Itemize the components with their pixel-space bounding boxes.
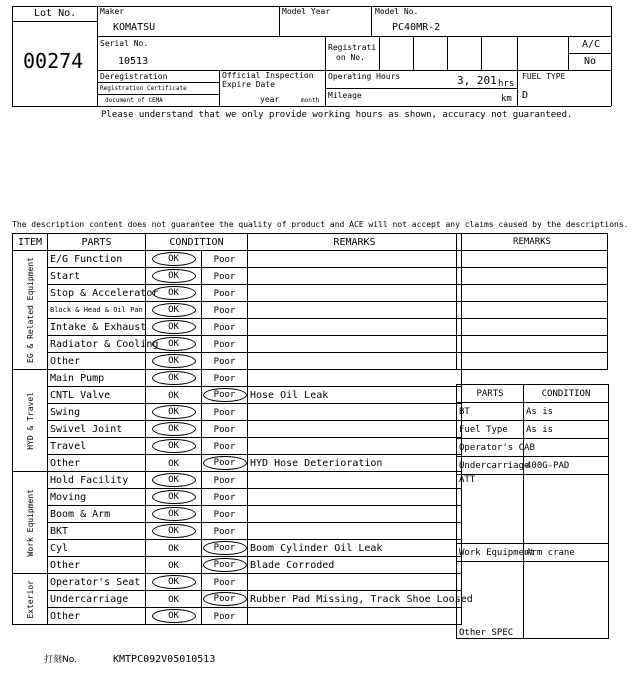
side-remark-cell (457, 251, 608, 268)
ok-option: OK (168, 458, 179, 469)
poor-option: Poor (213, 577, 236, 588)
condition-row (13, 523, 462, 540)
condition-row (13, 472, 462, 489)
poor-option: Poor (213, 407, 236, 418)
hours-note: Please understand that we only provide working hours as shown, accuracy not guaranteed. (101, 110, 573, 120)
part-name: Other (48, 608, 146, 625)
hrs-label: hrs (498, 79, 515, 89)
parts-column-header: PARTS (48, 234, 146, 251)
poor-cell (202, 591, 248, 608)
fuel-type-value: D (522, 90, 529, 101)
item-group-label: Exterior (25, 579, 35, 619)
registration-cert-label: Registration Certificate (100, 85, 187, 92)
poor-cell (202, 302, 248, 319)
ok-cell (146, 404, 202, 421)
item-group (13, 574, 48, 625)
model-no-label: Model No. (375, 7, 419, 16)
registration-label-2: on No. (336, 53, 365, 62)
part-name: Other (48, 557, 146, 574)
spec-row (457, 439, 609, 457)
spec-row (457, 562, 609, 639)
remark-cell (248, 268, 462, 285)
deregistration-label: Deregistration (100, 72, 168, 81)
remark-cell (248, 285, 462, 302)
ok-selected-mark: OK (152, 524, 196, 538)
model-year-label: Model Year (282, 7, 331, 16)
part-name: Swivel Joint (48, 421, 146, 438)
poor-option: Poor (213, 492, 236, 503)
maker-value: KOMATSU (113, 22, 156, 33)
ac-value: No (584, 56, 597, 67)
condition-row (13, 370, 462, 387)
side-remarks-table (456, 233, 608, 370)
poor-option: Poor (213, 441, 236, 452)
poor-cell (202, 404, 248, 421)
remark-cell (248, 506, 462, 523)
poor-selected-mark: Poor (203, 592, 247, 606)
poor-option: Poor (213, 339, 236, 350)
remark-cell (248, 472, 462, 489)
part-name: Block & Head & Oil Pan (48, 302, 146, 319)
ok-selected-mark: OK (152, 337, 196, 351)
ok-cell (146, 251, 202, 268)
condition-row (13, 574, 462, 591)
condition-column-header: CONDITION (146, 234, 248, 251)
part-name: Hold Facility (48, 472, 146, 489)
spec-part: Other SPEC (457, 562, 524, 639)
ok-option: OK (168, 390, 179, 401)
spec-part: ATT (457, 475, 524, 544)
poor-cell (202, 608, 248, 625)
part-name: Start (48, 268, 146, 285)
maker-label: Maker (100, 7, 125, 16)
part-name: Intake & Exhaust (48, 319, 146, 336)
part-name: E/G Function (48, 251, 146, 268)
side-remarks-header: REMARKS (457, 234, 608, 251)
cema-label: document of CEMA (105, 97, 163, 104)
remark-cell (248, 574, 462, 591)
condition-row (13, 336, 462, 353)
remarks-column-header: REMARKS (248, 234, 462, 251)
operating-hours-value: 3, 201 (457, 74, 497, 87)
side-remark-cell (457, 268, 608, 285)
condition-table-header (13, 234, 462, 251)
ok-selected-mark: OK (152, 422, 196, 436)
operating-hours-label: Operating Hours (328, 72, 401, 81)
spec-row (457, 457, 609, 475)
poor-selected-mark: Poor (203, 388, 247, 402)
ok-cell (146, 387, 202, 404)
poor-cell (202, 421, 248, 438)
item-group (13, 370, 48, 472)
lot-label: Lot No. (34, 8, 77, 19)
ok-selected-mark: OK (152, 405, 196, 419)
km-label: km (501, 94, 512, 104)
ac-label: A/C (582, 39, 601, 50)
poor-option: Poor (213, 424, 236, 435)
stamp-value: KMTPC092V05010513 (113, 654, 216, 665)
poor-option: Poor (213, 288, 236, 299)
poor-cell (202, 336, 248, 353)
poor-option: Poor (213, 305, 236, 316)
condition-row (13, 353, 462, 370)
item-group (13, 251, 48, 370)
poor-cell (202, 319, 248, 336)
poor-selected-mark: Poor (203, 558, 247, 572)
poor-selected-mark: Poor (203, 456, 247, 470)
month-label: month (301, 97, 320, 104)
ok-selected-mark: OK (152, 269, 196, 283)
ok-cell (146, 302, 202, 319)
condition-row (13, 302, 462, 319)
ok-cell (146, 608, 202, 625)
part-name: Stop & Accelerator (48, 285, 146, 302)
ok-cell (146, 285, 202, 302)
remark-cell (248, 421, 462, 438)
spec-row (457, 544, 609, 562)
remark-cell (248, 336, 462, 353)
serial-value: 10513 (118, 56, 149, 67)
condition-row (13, 540, 462, 557)
poor-option: Poor (213, 322, 236, 333)
spec-table (456, 384, 609, 639)
ok-selected-mark: OK (152, 575, 196, 589)
ok-cell (146, 319, 202, 336)
part-name: Boom & Arm (48, 506, 146, 523)
item-group-label: Work Equipment (25, 488, 35, 557)
spec-condition: As is (524, 421, 609, 439)
ok-cell (146, 557, 202, 574)
spec-condition: Arm crane (524, 544, 609, 562)
poor-cell (202, 251, 248, 268)
ok-option: OK (168, 594, 179, 605)
serial-label: Serial No. (100, 39, 149, 48)
ok-cell (146, 370, 202, 387)
remark-cell: HYD Hose Deterioration (248, 455, 462, 472)
condition-row (13, 251, 462, 268)
poor-cell (202, 574, 248, 591)
remark-cell: Boom Cylinder Oil Leak (248, 540, 462, 557)
poor-option: Poor (213, 373, 236, 384)
spec-part: Fuel Type (457, 421, 524, 439)
condition-row (13, 421, 462, 438)
condition-row (13, 285, 462, 302)
ok-selected-mark: OK (152, 439, 196, 453)
poor-cell (202, 523, 248, 540)
poor-option: Poor (213, 526, 236, 537)
condition-row (13, 387, 462, 404)
remark-cell (248, 438, 462, 455)
remark-cell (248, 608, 462, 625)
spec-condition: As is (524, 403, 609, 421)
ok-cell (146, 489, 202, 506)
poor-cell (202, 540, 248, 557)
poor-cell (202, 489, 248, 506)
remark-cell (248, 523, 462, 540)
spec-part: Operator's CAB (457, 439, 524, 457)
part-name: Main Pump (48, 370, 146, 387)
poor-cell (202, 455, 248, 472)
poor-option: Poor (213, 611, 236, 622)
item-column-header: ITEM (13, 234, 48, 251)
spec-condition: 400G-PAD (524, 457, 609, 475)
condition-row (13, 591, 462, 608)
poor-option: Poor (213, 509, 236, 520)
year-label: year (260, 95, 280, 104)
part-name: CNTL Valve (48, 387, 146, 404)
part-name: Operator's Seat (48, 574, 146, 591)
poor-selected-mark: Poor (203, 541, 247, 555)
condition-row (13, 404, 462, 421)
remark-cell (248, 370, 462, 387)
item-group (13, 472, 48, 574)
poor-cell (202, 268, 248, 285)
ok-cell (146, 540, 202, 557)
ok-selected-mark: OK (152, 303, 196, 317)
poor-cell (202, 353, 248, 370)
ok-cell (146, 421, 202, 438)
ok-cell (146, 336, 202, 353)
model-no-value: PC40MR-2 (392, 22, 441, 33)
ok-cell (146, 472, 202, 489)
remark-cell (248, 319, 462, 336)
condition-row (13, 506, 462, 523)
ok-selected-mark: OK (152, 286, 196, 300)
poor-option: Poor (213, 254, 236, 265)
part-name: Other (48, 455, 146, 472)
registration-label-1: Registrati (328, 43, 377, 52)
part-name: Travel (48, 438, 146, 455)
side-remark-cell (457, 285, 608, 302)
side-remark-cell (457, 302, 608, 319)
spec-condition (524, 475, 609, 544)
poor-cell (202, 557, 248, 574)
condition-row (13, 268, 462, 285)
stamp-label: 打刻No. (44, 655, 77, 665)
ok-selected-mark: OK (152, 507, 196, 521)
poor-option: Poor (213, 475, 236, 486)
spec-part: Work Equipment (457, 544, 524, 562)
ok-cell (146, 455, 202, 472)
ok-selected-mark: OK (152, 609, 196, 623)
ok-selected-mark: OK (152, 320, 196, 334)
part-name: Moving (48, 489, 146, 506)
poor-cell (202, 472, 248, 489)
part-name: Other (48, 353, 146, 370)
poor-cell (202, 506, 248, 523)
spec-parts-header: PARTS (457, 385, 524, 403)
side-remark-cell (457, 353, 608, 370)
condition-row (13, 438, 462, 455)
ok-cell (146, 574, 202, 591)
part-name: Radiator & Cooling (48, 336, 146, 353)
part-name: Cyl (48, 540, 146, 557)
part-name: Swing (48, 404, 146, 421)
poor-cell (202, 387, 248, 404)
poor-option: Poor (213, 271, 236, 282)
condition-row (13, 557, 462, 574)
disclaimer: The description content does not guarantee the quality of product and ACE will not accept any claims caused by the descriptions. (12, 220, 629, 229)
side-remark-cell (457, 336, 608, 353)
remark-cell (248, 353, 462, 370)
official-inspection-label-2: Expire Date (222, 80, 275, 89)
condition-row (13, 608, 462, 625)
lot-value: 00274 (23, 49, 84, 73)
ok-cell (146, 353, 202, 370)
ok-cell (146, 268, 202, 285)
poor-cell (202, 285, 248, 302)
condition-row (13, 319, 462, 336)
remark-cell: Blade Corroded (248, 557, 462, 574)
spec-row (457, 403, 609, 421)
poor-option: Poor (213, 356, 236, 367)
ok-option: OK (168, 543, 179, 554)
spec-condition (524, 439, 609, 457)
ok-cell (146, 591, 202, 608)
item-group-label: EG & Related Equipment (25, 257, 35, 363)
condition-row (13, 489, 462, 506)
ok-selected-mark: OK (152, 371, 196, 385)
spec-part: Undercarriage (457, 457, 524, 475)
mileage-label: Mileage (328, 91, 362, 100)
fuel-type-label: FUEL TYPE (522, 72, 566, 81)
side-remark-cell (457, 319, 608, 336)
official-inspection-label-1: Official Inspection (222, 71, 314, 80)
item-group-label: HYD & Travel (25, 391, 35, 450)
remark-cell: Rubber Pad Missing, Track Shoe Loosed (248, 591, 462, 608)
remark-cell (248, 302, 462, 319)
ok-option: OK (168, 560, 179, 571)
poor-cell (202, 370, 248, 387)
spec-condition (524, 562, 609, 639)
spec-row (457, 421, 609, 439)
remark-cell: Hose Oil Leak (248, 387, 462, 404)
ok-cell (146, 438, 202, 455)
ok-cell (146, 506, 202, 523)
poor-cell (202, 438, 248, 455)
remark-cell (248, 404, 462, 421)
ok-selected-mark: OK (152, 252, 196, 266)
ok-cell (146, 523, 202, 540)
remark-cell (248, 251, 462, 268)
part-name: Undercarriage (48, 591, 146, 608)
condition-row (13, 455, 462, 472)
spec-part: BT (457, 403, 524, 421)
remark-cell (248, 489, 462, 506)
spec-condition-header: CONDITION (524, 385, 609, 403)
ok-selected-mark: OK (152, 490, 196, 504)
ok-selected-mark: OK (152, 473, 196, 487)
part-name: BKT (48, 523, 146, 540)
ok-selected-mark: OK (152, 354, 196, 368)
spec-row (457, 475, 609, 544)
